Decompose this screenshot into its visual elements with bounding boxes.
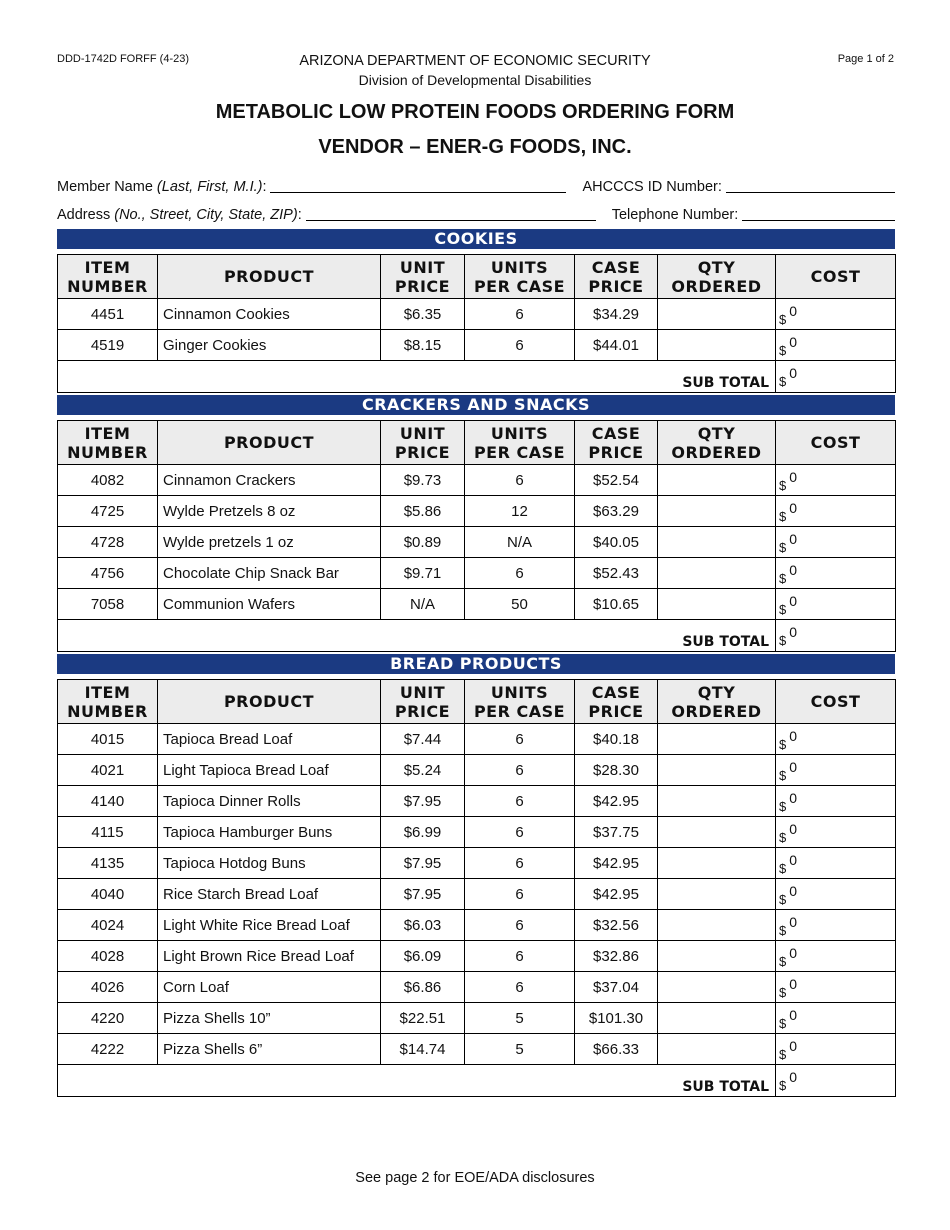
subtotal-row	[58, 1065, 896, 1097]
cost-value: 0	[789, 468, 798, 485]
table-row	[58, 1003, 896, 1034]
unit-price: $8.15	[381, 330, 465, 361]
case-price: $34.29	[575, 299, 658, 330]
qty-ordered-input[interactable]	[658, 1034, 776, 1065]
unit-price: $9.71	[381, 558, 465, 589]
cost-value: 0	[789, 1037, 798, 1054]
subtotal-field	[776, 620, 896, 652]
product-name: Chocolate Chip Snack Bar	[158, 558, 381, 589]
case-price-header	[575, 680, 658, 724]
item-number-header	[58, 255, 158, 299]
units-per-case: 6	[465, 465, 575, 496]
unit-price: $9.73	[381, 465, 465, 496]
units-per-case: 6	[465, 879, 575, 910]
address-field[interactable]	[306, 206, 596, 221]
cost-field	[776, 879, 896, 910]
product-name: Communion Wafers	[158, 589, 381, 620]
cost-value: 0	[789, 975, 798, 992]
cost-field	[776, 972, 896, 1003]
unit-price-header-line1: UNIT	[399, 423, 446, 443]
item-number-header	[58, 680, 158, 724]
product-name: Ginger Cookies	[158, 330, 381, 361]
case-price-header-line2: PRICE	[588, 442, 644, 462]
case-price: $37.75	[575, 817, 658, 848]
qty-ordered-header	[658, 680, 776, 724]
subtotal-field	[776, 1065, 896, 1097]
unit-price-header-line2: PRICE	[394, 701, 451, 721]
units-per-case-header-line1: UNITS	[490, 682, 549, 702]
cost-value: 0	[789, 592, 798, 609]
product-header	[158, 421, 381, 465]
product-name: Corn Loaf	[158, 972, 381, 1003]
cost-field	[776, 465, 896, 496]
dollar-sign: $	[779, 311, 787, 327]
cost-header-line1: COST	[810, 692, 861, 711]
cost-header-line1: COST	[810, 433, 861, 452]
item-number-header	[58, 421, 158, 465]
address-info-row	[57, 206, 895, 223]
qty-ordered-header	[658, 421, 776, 465]
case-price: $101.30	[575, 1003, 658, 1034]
item-number: 4220	[58, 1003, 158, 1034]
unit-price: $6.99	[381, 817, 465, 848]
qty-ordered-input[interactable]	[658, 330, 776, 361]
unit-price-header-line2: PRICE	[394, 442, 451, 462]
table-row	[58, 527, 896, 558]
case-price: $42.95	[575, 786, 658, 817]
case-price: $40.18	[575, 724, 658, 755]
product-name: Cinnamon Crackers	[158, 465, 381, 496]
product-header-line1: PRODUCT	[223, 433, 315, 452]
table-row	[58, 755, 896, 786]
unit-price-header	[381, 255, 465, 299]
units-per-case-header-line2: PER CASE	[473, 442, 566, 462]
unit-price: $14.74	[381, 1034, 465, 1065]
unit-price: N/A	[381, 589, 465, 620]
cost-value: 0	[789, 727, 798, 744]
units-per-case: 6	[465, 330, 575, 361]
cost-value: 0	[789, 530, 798, 547]
table-row	[58, 589, 896, 620]
qty-ordered-header-line2: ORDERED	[671, 442, 762, 462]
product-header	[158, 680, 381, 724]
division-name: Division of Developmental Disabilities	[358, 72, 592, 88]
case-price: $66.33	[575, 1034, 658, 1065]
unit-price: $5.86	[381, 496, 465, 527]
cost-value: 0	[789, 851, 798, 868]
qty-ordered-input[interactable]	[658, 465, 776, 496]
units-per-case: 5	[465, 1034, 575, 1065]
section-header-1: CRACKERS AND SNACKS	[57, 395, 895, 415]
item-number: 4015	[58, 724, 158, 755]
case-price: $10.65	[575, 589, 658, 620]
qty-ordered-input[interactable]	[658, 910, 776, 941]
cost-field	[776, 910, 896, 941]
subtotal-row	[58, 620, 896, 652]
qty-ordered-input[interactable]	[658, 972, 776, 1003]
units-per-case: 50	[465, 589, 575, 620]
qty-ordered-input[interactable]	[658, 496, 776, 527]
unit-price-header-line2: PRICE	[394, 276, 451, 296]
units-per-case: 6	[465, 724, 575, 755]
cost-field	[776, 848, 896, 879]
dollar-sign: $	[779, 767, 787, 783]
case-price-header-line1: CASE	[591, 682, 641, 702]
item-number: 4115	[58, 817, 158, 848]
member-name-field[interactable]	[270, 178, 566, 193]
cost-header	[776, 680, 896, 724]
qty-ordered-header-line1: QTY	[697, 682, 736, 702]
units-per-case-header-line2: PER CASE	[473, 276, 566, 296]
cost-value: 0	[789, 499, 798, 516]
cost-value: 0	[789, 913, 798, 930]
table-row	[58, 496, 896, 527]
item-number: 4451	[58, 299, 158, 330]
case-price: $28.30	[575, 755, 658, 786]
item-number-header-line1: ITEM	[84, 423, 131, 443]
qty-ordered-header-line1: QTY	[697, 257, 736, 277]
cost-field	[776, 558, 896, 589]
unit-price: $6.09	[381, 941, 465, 972]
item-number-header-line2: NUMBER	[67, 276, 148, 296]
subtotal-row	[58, 361, 896, 393]
units-per-case: 5	[465, 1003, 575, 1034]
product-name: Pizza Shells 10”	[158, 1003, 381, 1034]
product-name: Light White Rice Bread Loaf	[158, 910, 381, 941]
cost-field	[776, 496, 896, 527]
column-header-row	[58, 421, 896, 465]
dollar-sign: $	[779, 539, 787, 555]
qty-ordered-input[interactable]	[658, 1003, 776, 1034]
item-number-header-line1: ITEM	[84, 682, 131, 702]
units-per-case: 6	[465, 848, 575, 879]
unit-price-header	[381, 421, 465, 465]
table-row	[58, 786, 896, 817]
dollar-sign: $	[779, 342, 787, 358]
unit-price-header-line1: UNIT	[399, 257, 446, 277]
case-price-header-line2: PRICE	[588, 701, 644, 721]
product-name: Light Brown Rice Bread Loaf	[158, 941, 381, 972]
unit-price: $6.35	[381, 299, 465, 330]
case-price: $37.04	[575, 972, 658, 1003]
units-per-case-header	[465, 421, 575, 465]
qty-ordered-header-line1: QTY	[697, 423, 736, 443]
item-number-header-line2: NUMBER	[67, 701, 148, 721]
section-header-0: COOKIES	[57, 229, 895, 249]
item-number: 4222	[58, 1034, 158, 1065]
cost-field	[776, 786, 896, 817]
units-per-case: 6	[465, 786, 575, 817]
units-per-case: 12	[465, 496, 575, 527]
dollar-sign: $	[779, 798, 787, 814]
case-price: $42.95	[575, 848, 658, 879]
cost-value: 0	[789, 758, 798, 775]
qty-ordered-input[interactable]	[658, 589, 776, 620]
case-price-header	[575, 421, 658, 465]
address-label: Address (No., Street, City, State, ZIP):	[57, 207, 302, 223]
qty-ordered-input[interactable]	[658, 941, 776, 972]
qty-ordered-input[interactable]	[658, 299, 776, 330]
product-header	[158, 255, 381, 299]
qty-ordered-input[interactable]	[658, 817, 776, 848]
units-per-case-header	[465, 680, 575, 724]
table-row	[58, 330, 896, 361]
units-per-case: 6	[465, 299, 575, 330]
product-name: Tapioca Hotdog Buns	[158, 848, 381, 879]
cost-field	[776, 724, 896, 755]
item-number: 4728	[58, 527, 158, 558]
member-name-hint: (Last, First, M.I.)	[156, 179, 263, 195]
dollar-sign: $	[779, 829, 787, 845]
dollar-sign: $	[779, 477, 787, 493]
item-number: 4140	[58, 786, 158, 817]
table-row	[58, 972, 896, 1003]
cost-value: 0	[789, 333, 798, 350]
cost-value: 0	[789, 302, 798, 319]
item-number-header-line2: NUMBER	[67, 442, 148, 462]
qty-ordered-input[interactable]	[658, 755, 776, 786]
cost-value: 0	[789, 561, 798, 578]
case-price: $32.56	[575, 910, 658, 941]
table-row	[58, 817, 896, 848]
qty-ordered-header-line2: ORDERED	[671, 701, 762, 721]
ahcccs-id-field[interactable]	[726, 178, 895, 193]
table-row	[58, 879, 896, 910]
cost-field	[776, 330, 896, 361]
units-per-case: 6	[465, 972, 575, 1003]
cost-value: 0	[789, 789, 798, 806]
column-header-row	[58, 255, 896, 299]
unit-price: $7.44	[381, 724, 465, 755]
item-number: 4135	[58, 848, 158, 879]
product-header-line1: PRODUCT	[223, 267, 315, 286]
product-name: Wylde Pretzels 8 oz	[158, 496, 381, 527]
dollar-sign: $	[779, 1015, 787, 1031]
cost-field	[776, 589, 896, 620]
agency-name: ARIZONA DEPARTMENT OF ECONOMIC SECURITY	[299, 53, 651, 69]
product-name: Tapioca Bread Loaf	[158, 724, 381, 755]
qty-ordered-input[interactable]	[658, 527, 776, 558]
table-row	[58, 724, 896, 755]
qty-ordered-input[interactable]	[658, 879, 776, 910]
units-per-case: N/A	[465, 527, 575, 558]
form-title: METABOLIC LOW PROTEIN FOODS ORDERING FORM	[215, 101, 735, 123]
cost-header	[776, 421, 896, 465]
qty-ordered-input[interactable]	[658, 558, 776, 589]
cost-field	[776, 527, 896, 558]
case-price: $52.54	[575, 465, 658, 496]
units-per-case-header-line2: PER CASE	[473, 701, 566, 721]
dollar-sign: $	[779, 374, 787, 389]
case-price: $44.01	[575, 330, 658, 361]
unit-price-header	[381, 680, 465, 724]
dollar-sign: $	[779, 953, 787, 969]
footer-note: See page 2 for EOE/ADA disclosures	[355, 1170, 595, 1186]
units-per-case: 6	[465, 817, 575, 848]
qty-ordered-input[interactable]	[658, 786, 776, 817]
address-hint: (No., Street, City, State, ZIP)	[114, 207, 298, 223]
dollar-sign: $	[779, 860, 787, 876]
case-price-header-line1: CASE	[591, 257, 641, 277]
dollar-sign: $	[779, 1046, 787, 1062]
unit-price-header-line1: UNIT	[399, 682, 446, 702]
cost-field	[776, 299, 896, 330]
cost-value: 0	[789, 1006, 798, 1023]
subtotal-label: SUB TOTAL	[58, 620, 776, 652]
item-number: 4040	[58, 879, 158, 910]
section-header-2: BREAD PRODUCTS	[57, 654, 895, 674]
table-row	[58, 465, 896, 496]
product-name: Wylde pretzels 1 oz	[158, 527, 381, 558]
unit-price: $0.89	[381, 527, 465, 558]
cost-field	[776, 817, 896, 848]
qty-ordered-input[interactable]	[658, 724, 776, 755]
ahcccs-id-label: AHCCCS ID Number:	[582, 179, 722, 195]
dollar-sign: $	[779, 633, 787, 648]
order-table-2	[57, 679, 896, 1097]
unit-price: $6.03	[381, 910, 465, 941]
vendor-title: VENDOR – ENER-G FOODS, INC.	[318, 136, 632, 158]
units-per-case-header	[465, 255, 575, 299]
cost-value: 0	[789, 944, 798, 961]
item-number: 4021	[58, 755, 158, 786]
case-price: $52.43	[575, 558, 658, 589]
product-name: Light Tapioca Bread Loaf	[158, 755, 381, 786]
unit-price: $7.95	[381, 786, 465, 817]
cost-field	[776, 755, 896, 786]
subtotal-value: 0	[789, 1069, 798, 1085]
cost-header-line1: COST	[810, 267, 861, 286]
product-name: Cinnamon Cookies	[158, 299, 381, 330]
page-number: Page 1 of 2	[837, 53, 894, 65]
order-table-0	[57, 254, 896, 393]
subtotal-label: SUB TOTAL	[58, 361, 776, 393]
units-per-case: 6	[465, 558, 575, 589]
unit-price: $7.95	[381, 848, 465, 879]
dollar-sign: $	[779, 570, 787, 586]
item-number: 4756	[58, 558, 158, 589]
unit-price: $7.95	[381, 879, 465, 910]
qty-ordered-input[interactable]	[658, 848, 776, 879]
product-name: Rice Starch Bread Loaf	[158, 879, 381, 910]
dollar-sign: $	[779, 1078, 787, 1093]
dollar-sign: $	[779, 508, 787, 524]
units-per-case: 6	[465, 941, 575, 972]
unit-price: $22.51	[381, 1003, 465, 1034]
unit-price: $6.86	[381, 972, 465, 1003]
case-price: $32.86	[575, 941, 658, 972]
column-header-row	[58, 680, 896, 724]
dollar-sign: $	[779, 891, 787, 907]
case-price: $40.05	[575, 527, 658, 558]
case-price-header-line1: CASE	[591, 423, 641, 443]
case-price: $63.29	[575, 496, 658, 527]
table-row	[58, 941, 896, 972]
dollar-sign: $	[779, 736, 787, 752]
table-row	[58, 910, 896, 941]
dollar-sign: $	[779, 922, 787, 938]
unit-price: $5.24	[381, 755, 465, 786]
cost-value: 0	[789, 882, 798, 899]
dollar-sign: $	[779, 984, 787, 1000]
cost-field	[776, 941, 896, 972]
item-number: 4026	[58, 972, 158, 1003]
item-number: 4082	[58, 465, 158, 496]
member-info-row	[57, 178, 895, 195]
subtotal-field	[776, 361, 896, 393]
qty-ordered-header	[658, 255, 776, 299]
member-name-label: Member Name (Last, First, M.I.):	[57, 179, 267, 195]
table-row	[58, 299, 896, 330]
product-name: Pizza Shells 6”	[158, 1034, 381, 1065]
table-row	[58, 1034, 896, 1065]
case-price-header-line2: PRICE	[588, 276, 644, 296]
order-table-1	[57, 420, 896, 652]
form-code: DDD-1742D FORFF (4-23)	[57, 53, 190, 65]
item-number: 4028	[58, 941, 158, 972]
case-price-header	[575, 255, 658, 299]
subtotal-value: 0	[789, 624, 798, 640]
subtotal-value: 0	[789, 365, 798, 381]
telephone-field[interactable]	[742, 206, 895, 221]
item-number-header-line1: ITEM	[84, 257, 131, 277]
units-per-case-header-line1: UNITS	[490, 423, 549, 443]
item-number: 4725	[58, 496, 158, 527]
units-per-case: 6	[465, 910, 575, 941]
case-price: $42.95	[575, 879, 658, 910]
table-row	[58, 558, 896, 589]
units-per-case-header-line1: UNITS	[490, 257, 549, 277]
subtotal-label: SUB TOTAL	[58, 1065, 776, 1097]
telephone-label: Telephone Number:	[611, 207, 739, 223]
item-number: 4519	[58, 330, 158, 361]
cost-header	[776, 255, 896, 299]
cost-field	[776, 1034, 896, 1065]
item-number: 4024	[58, 910, 158, 941]
cost-value: 0	[789, 820, 798, 837]
dollar-sign: $	[779, 601, 787, 617]
product-name: Tapioca Hamburger Buns	[158, 817, 381, 848]
cost-field	[776, 1003, 896, 1034]
product-name: Tapioca Dinner Rolls	[158, 786, 381, 817]
qty-ordered-header-line2: ORDERED	[671, 276, 762, 296]
table-row	[58, 848, 896, 879]
product-header-line1: PRODUCT	[223, 692, 315, 711]
item-number: 7058	[58, 589, 158, 620]
units-per-case: 6	[465, 755, 575, 786]
